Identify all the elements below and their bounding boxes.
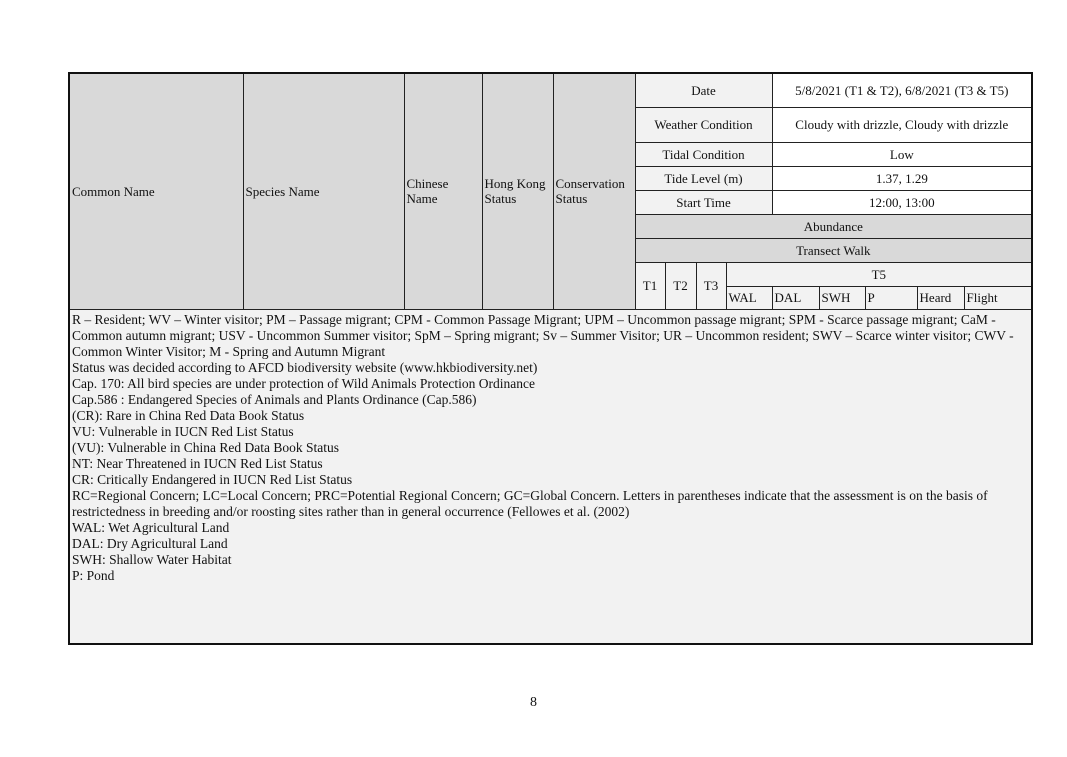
note-status-codes: R – Resident; WV – Winter visitor; PM – Passage migrant; CPM - Common Passage Migrant; UPM – Uncommon passage migrant; SPM - Scarce passage migrant; CaM - Common autumn migrant; USV - Uncommon Summer visitor; SpM – Spring migrant; Sv – Summer Visitor; UR – Uncommon resident; SWV – Scarce winter visitor; CWV - Common Winter Visitor; M - Spring and Autumn Migrant [72, 311, 1014, 359]
note-cap170: Cap. 170: All bird species are under protection of Wild Animals Protection Ordinance [72, 375, 535, 391]
transect-t3-header: T3 [696, 262, 726, 309]
note-swh: SWH: Shallow Water Habitat [72, 551, 232, 567]
note-nt-iucn: NT: Near Threatened in IUCN Red List Status [72, 455, 323, 471]
bird-survey-table [68, 72, 1033, 645]
note-vu-iucn: VU: Vulnerable in IUCN Red List Status [72, 423, 294, 439]
header-species-name: Species Name [243, 73, 404, 309]
transect-t2-header: T2 [665, 262, 696, 309]
header-chinese-name: Chinese Name [404, 73, 482, 309]
note-dal: DAL: Dry Agricultural Land [72, 535, 228, 551]
t5-dal-header: DAL [772, 286, 819, 309]
start-time-label: Start Time [635, 190, 772, 214]
header-conservation-status: Conservation Status [553, 73, 635, 309]
note-wal: WAL: Wet Agricultural Land [72, 519, 230, 535]
t5-swh-header: SWH [819, 286, 865, 309]
tidal-condition-value: Low [772, 142, 1032, 166]
note-cr-china: (CR): Rare in China Red Data Book Status [72, 407, 305, 423]
weather-value: Cloudy with drizzle, Cloudy with drizzle [772, 107, 1032, 142]
date-label: Date [635, 73, 772, 107]
t5-pond-header: P [865, 286, 917, 309]
note-vu-china: (VU): Vulnerable in China Red Data Book Status [72, 439, 340, 455]
tide-level-label: Tide Level (m) [635, 166, 772, 190]
page-number: 8 [530, 695, 537, 710]
note-concern-levels: RC=Regional Concern; LC=Local Concern; PRC=Potential Regional Concern; GC=Global Concern. Letters in parentheses indicate that the assessment is on the basis of restrictedness in breeding and/or roosting sites rather than in general occurrence (Fellowes et al. (2002) [72, 487, 988, 519]
header-hk-status: Hong Kong Status [482, 73, 553, 309]
tide-level-value: 1.37, 1.29 [772, 166, 1032, 190]
weather-label: Weather Condition [635, 107, 772, 142]
header-common-name: Common Name [69, 73, 243, 309]
note-pond: P: Pond [72, 567, 115, 583]
start-time-value: 12:00, 13:00 [772, 190, 1032, 214]
transect-t5-header: T5 [726, 262, 1032, 286]
tidal-condition-label: Tidal Condition [635, 142, 772, 166]
abundance-header: Abundance [635, 214, 1032, 238]
t5-flight-header: Flight [964, 286, 1032, 309]
legend-notes [69, 309, 1032, 644]
survey-sheet [68, 72, 1031, 645]
date-value: 5/8/2021 (T1 & T2), 6/8/2021 (T3 & T5) [772, 73, 1032, 107]
transect-t1-header: T1 [635, 262, 665, 309]
t5-wal-header: WAL [726, 286, 772, 309]
note-cr-iucn: CR: Critically Endangered in IUCN Red List Status [72, 471, 353, 487]
transect-walk-header: Transect Walk [635, 238, 1032, 262]
note-status-source: Status was decided according to AFCD biodiversity website (www.hkbiodiversity.net) [72, 359, 538, 375]
note-cap586: Cap.586 : Endangered Species of Animals and Plants Ordinance (Cap.586) [72, 391, 477, 407]
t5-heard-header: Heard [917, 286, 964, 309]
